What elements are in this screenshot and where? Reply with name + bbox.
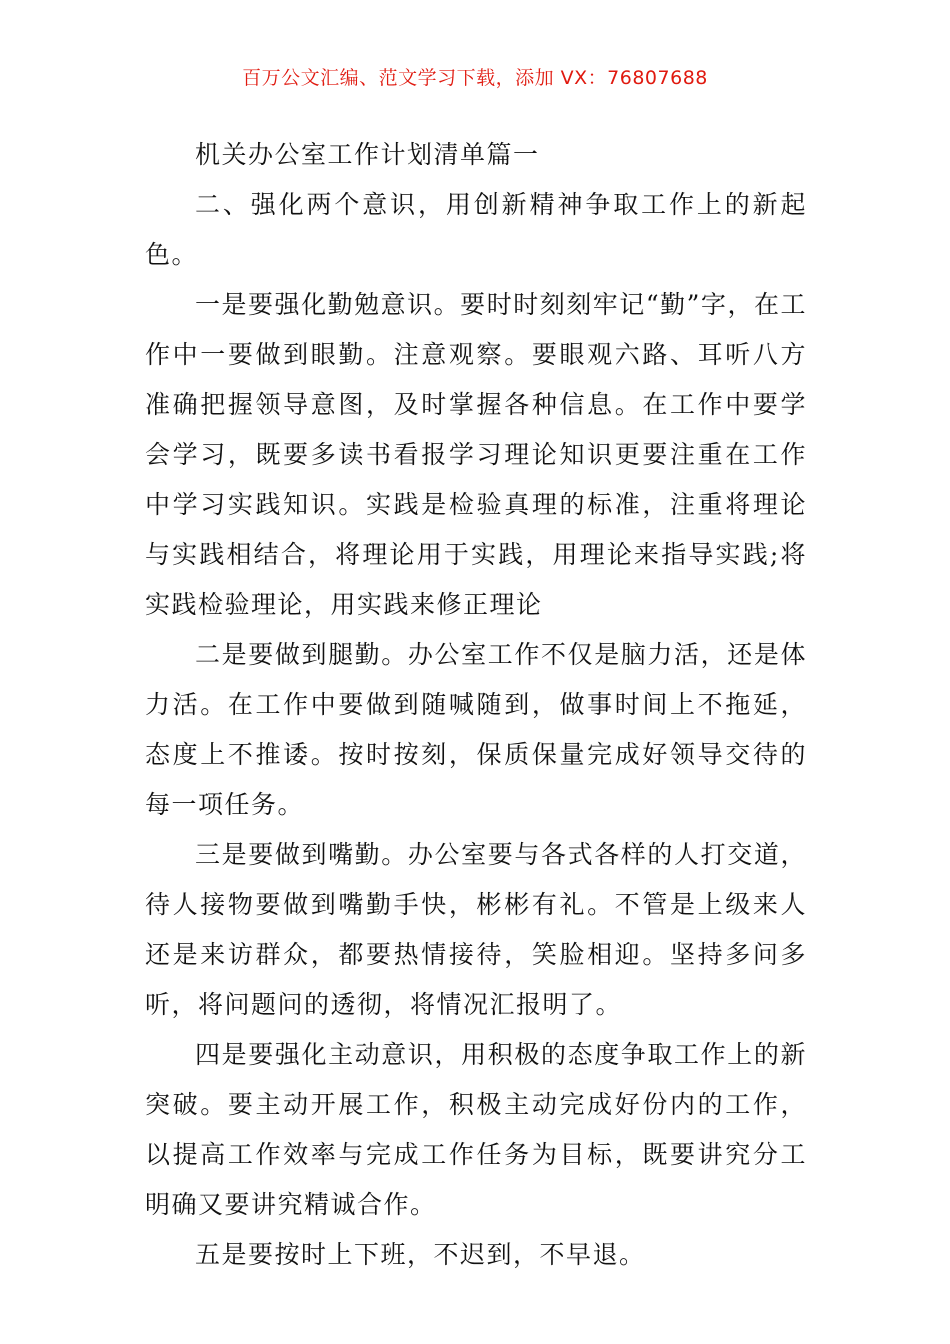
paragraph-legwork: 二是要做到腿勤。办公室工作不仅是脑力活，还是体力活。在工作中要做到随喊随到，做事时间上不拖延，态度上不推诿。按时按刻，保质保量完成好领导交待的每一项任务。 xyxy=(145,640,807,819)
document-title: 机关办公室工作计划清单篇一 xyxy=(195,140,540,169)
paragraph-communication: 三是要做到嘴勤。办公室要与各式各样的人打交道，待人接物要做到嘴勤手快，彬彬有礼。不管是上级来人还是来访群众，都要热情接待，笑脸相迎。坚持多问多听，将问题问的透彻，将情况汇报明了。 xyxy=(145,840,807,1019)
paragraph-diligence: 一是要强化勤勉意识。要时时刻刻牢记“勤”字，在工作中一要做到眼勤。注意观察。要眼观六路、耳听八方准确把握领导意图，及时掌握各种信息。在工作中要学会学习，既要多读书看报学习理论知识更要注重在工作中学习实践知识。实践是检验真理的标准，注重将理论与实践相结合，将理论用于实践，用理论来指导实践;将实践检验理论，用实践来修正理论 xyxy=(145,290,807,619)
header-banner: 百万公文汇编、范文学习下载，添加 VX：76807688 xyxy=(242,67,708,89)
paragraph-punctuality: 五是要按时上下班，不迟到，不早退。 xyxy=(195,1240,646,1269)
paragraph-section-heading: 二、强化两个意识，用创新精神争取工作上的新起色。 xyxy=(145,190,807,269)
document-body xyxy=(145,130,807,1280)
paragraph-initiative: 四是要强化主动意识，用积极的态度争取工作上的新突破。要主动开展工作，积极主动完成好份内的工作，以提高工作效率与完成工作任务为目标，既要讲究分工明确又要讲究精诚合作。 xyxy=(145,1040,807,1219)
